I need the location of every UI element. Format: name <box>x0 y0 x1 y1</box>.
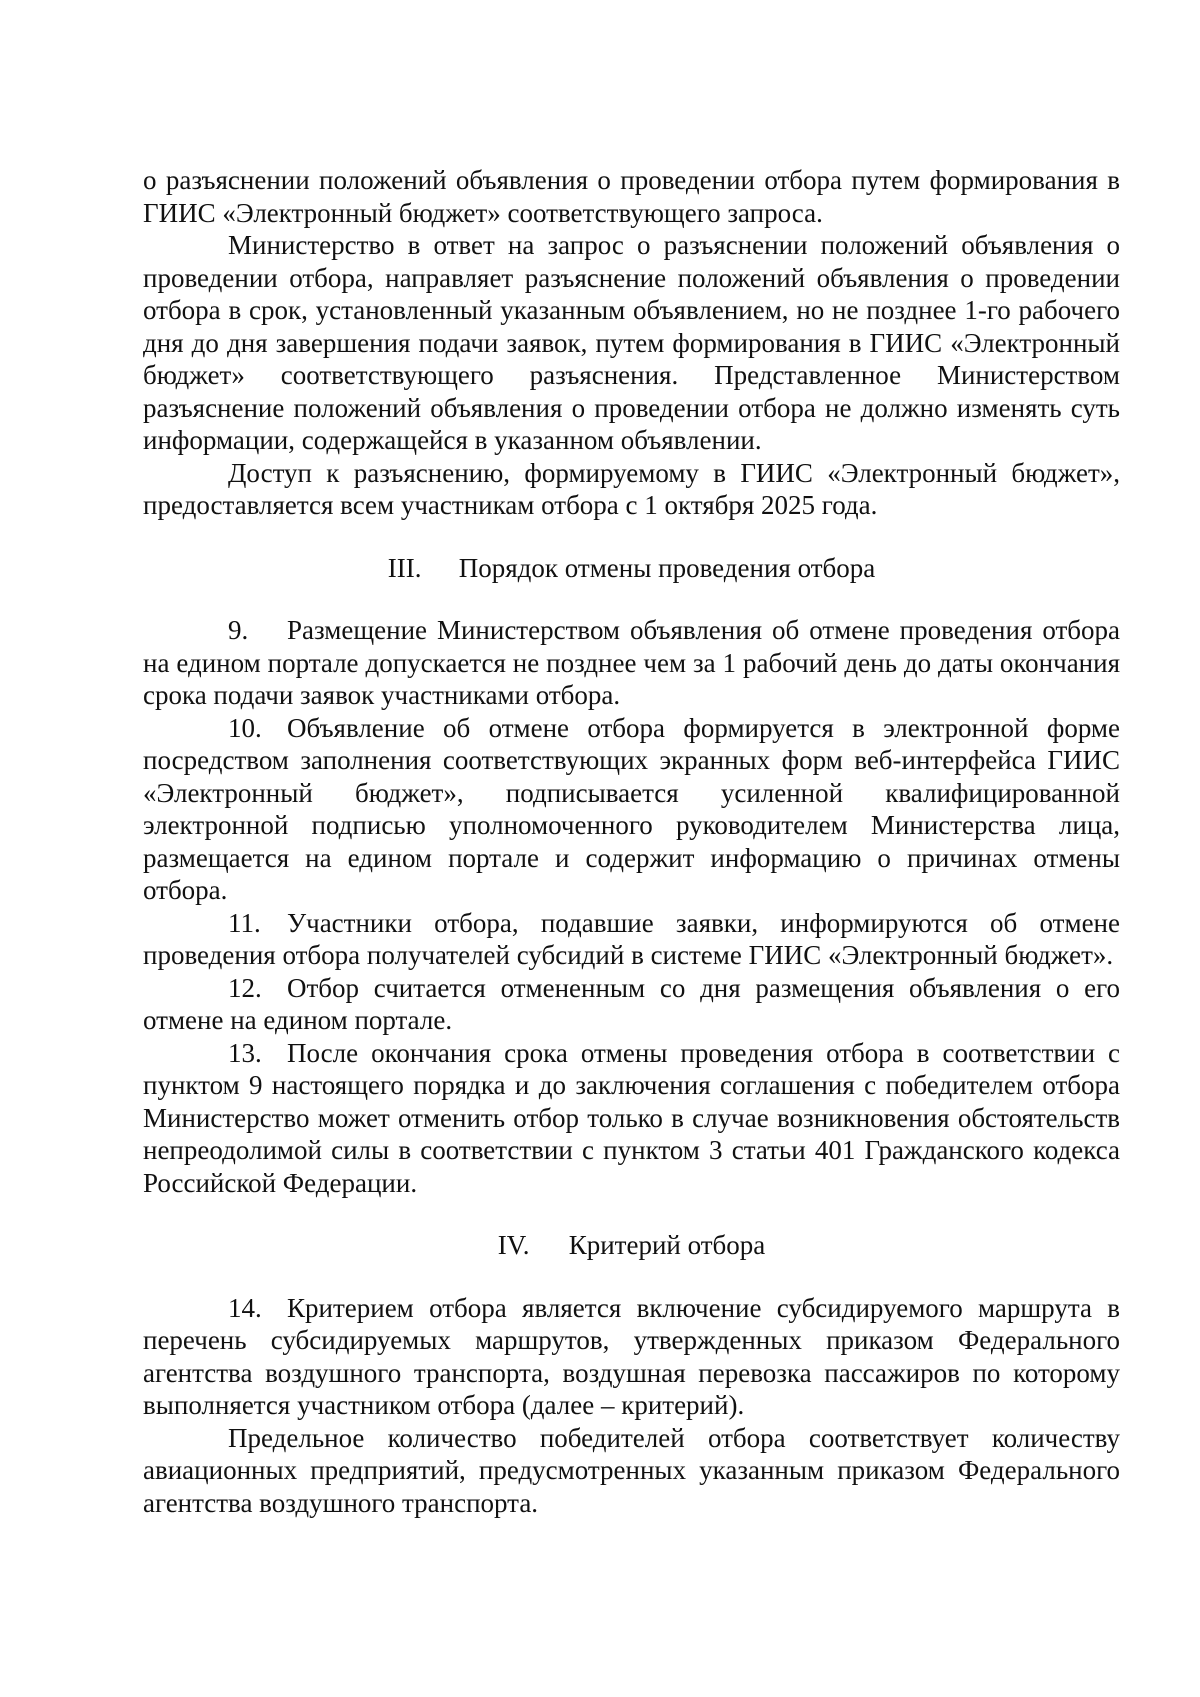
paragraph-limit: Предельное количество победителей отбора соответствует количеству авиационных предприятий, предусмотренных указанным приказом Федерального агентства воздушного транспорта. <box>143 1422 1120 1518</box>
section-numeral: IV. <box>497 1230 530 1260</box>
paragraph-ministry-answer: Министерство в ответ на запрос о разъяснении положений объявления о проведении отбора, направляет разъяснение положений объявления о проведении отбора в срок, установленный указанным объявлением, но не позднее 1-го рабочего дня до дня завершения подачи заявок, путем формирования в ГИИС «Электронный бюджет» соответствующего разъяснения. Представленное Министерством разъяснение положений объявления о проведении отбора не должно изменять суть информации, содержащейся в указанном объявлении. <box>143 230 1120 455</box>
section-heading-4 <box>143 1229 1120 1262</box>
item-text: Участники отбора, подавшие заявки, информируются об отмене проведения отбора получателей субсидий в системе ГИИС «Электронный бюджет». <box>143 907 1120 970</box>
item-text: Критерием отбора является включение субсидируемого маршрута в перечень субсидируемых маршрутов, утвержденных приказом Федерального агентства воздушного транспорта, воздушная перевозка пассажиров по которому выполняется участником отбора (далее – критерий). <box>143 1292 1120 1420</box>
list-item-10 <box>143 712 1120 907</box>
item-number: 12. <box>228 972 262 1003</box>
section-title-text: Порядок отмены проведения отбора <box>458 552 876 583</box>
list-item-14 <box>143 1292 1120 1422</box>
item-text: После окончания срока отмены проведения отбора в соответствии с пунктом 9 настоящего порядка и до заключения соглашения с победителем отбора Министерство может отменить отбор только в случае возникновения обстоятельств непреодолимой силы в соответствии с пунктом 3 статьи 401 Гражданского кодекса Российской Федерации. <box>143 1037 1120 1198</box>
paragraph-access: Доступ к разъяснению, формируемому в ГИИС «Электронный бюджет», предоставляется всем участникам отбора с 1 октября 2025 года. <box>143 457 1120 520</box>
list-item-9 <box>143 614 1120 712</box>
item-number: 11. <box>228 907 261 938</box>
item-number: 9. <box>228 615 249 645</box>
item-text: Объявление об отмене отбора формируется в электронной форме посредством заполнения соответствующих экранных форм веб-интерфейса ГИИС «Электронный бюджет», подписывается усиленной квалифицированной электронной подписью уполномоченного руководителем Министерства лица, размещается на едином портале и содержит информацию о причинах отмены отбора. <box>143 712 1120 905</box>
item-text: Размещение Министерством объявления об отмене проведения отбора на едином портале допускается не позднее чем за 1 рабочий день до даты окончания срока подачи заявок участниками отбора. <box>143 615 1120 710</box>
paragraph-continued: о разъяснении положений объявления о проведении отбора путем формирования в ГИИС «Электронный бюджет» соответствующего запроса. <box>143 165 1120 228</box>
list-item-11 <box>143 907 1120 972</box>
item-text: Отбор считается отмененным со дня размещения объявления о его отмене на едином портале. <box>143 972 1120 1035</box>
item-number: 13. <box>228 1037 262 1068</box>
list-item-13 <box>143 1037 1120 1200</box>
section-numeral: III. <box>387 552 422 583</box>
item-number: 10. <box>228 712 262 743</box>
list-item-12 <box>143 972 1120 1037</box>
section-title-text: Критерий отбора <box>568 1230 766 1260</box>
item-number: 14. <box>228 1292 262 1323</box>
document-body <box>143 164 1120 1519</box>
section-heading-3 <box>143 552 1120 585</box>
